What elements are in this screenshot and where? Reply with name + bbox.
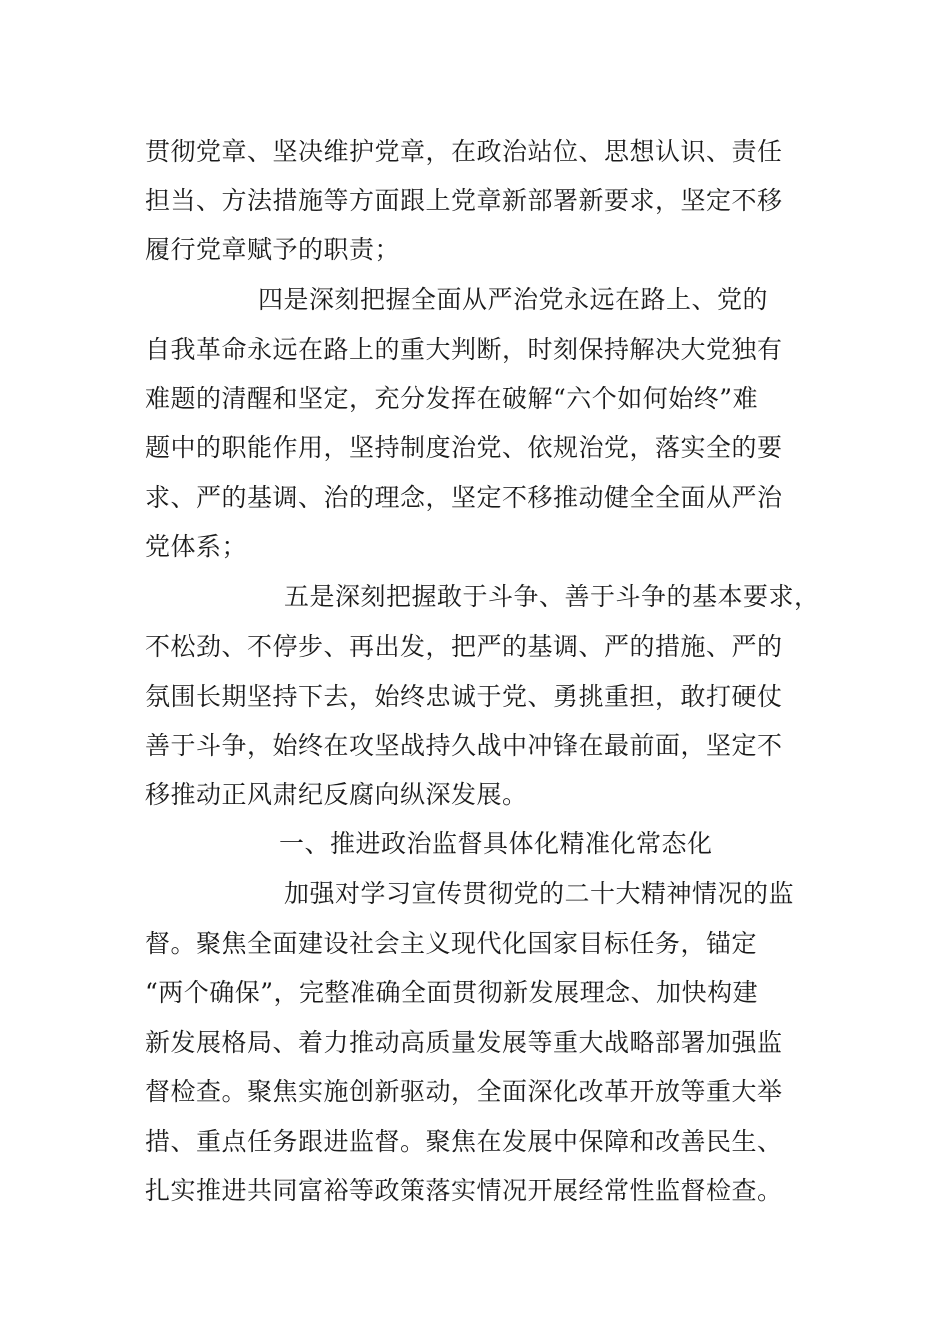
paragraph-line: 加强对学习宣传贯彻党的二十大精神情况的监	[284, 879, 795, 908]
paragraph-line: 措、重点任务跟进监督。聚焦在发展中保障和改善民生、	[145, 1127, 783, 1156]
paragraph-line: 求、严的基调、治的理念，坚定不移推动健全全面从严治	[145, 483, 783, 512]
paragraph-line: 四是深刻把握全面从严治党永远在路上、党的	[258, 285, 769, 314]
paragraph-line: 五是深刻把握敢于斗争、善于斗争的基本要求，	[284, 582, 820, 611]
paragraph-line: 不松劲、不停步、再出发，把严的基调、严的措施、严的	[145, 632, 783, 661]
paragraph-line: 担当、方法措施等方面跟上党章新部署新要求，坚定不移	[145, 186, 783, 215]
paragraph-line: 氛围长期坚持下去，始终忠诚于党、勇挑重担，敢打硬仗	[145, 682, 783, 711]
paragraph-line: 难题的清醒和坚定，充分发挥在破解“六个如何始终”难	[145, 384, 759, 413]
paragraph-line: 履行党章赋予的职责；	[145, 235, 401, 264]
paragraph-line: 题中的职能作用，坚持制度治党、依规治党，落实全的要	[145, 433, 783, 462]
paragraph-line: 督检查。聚焦实施创新驱动，全面深化改革开放等重大举	[145, 1077, 783, 1106]
paragraph-line: 党体系；	[145, 532, 248, 561]
paragraph-line: 督。聚焦全面建设社会主义现代化国家目标任务，锚定	[145, 929, 758, 958]
paragraph-line: 扎实推进共同富裕等政策落实情况开展经常性监督检查。	[145, 1176, 783, 1205]
paragraph-line: 新发展格局、着力推动高质量发展等重大战略部署加强监	[145, 1028, 783, 1057]
paragraph-line: 自我革命永远在路上的重大判断，时刻保持解决大党独有	[145, 335, 783, 364]
paragraph-line: 善于斗争，始终在攻坚战持久战中冲锋在最前面，坚定不	[145, 731, 783, 760]
paragraph-line: 贯彻党章、坚决维护党章，在政治站位、思想认识、责任	[145, 137, 783, 166]
section-heading: 一、推进政治监督具体化精准化常态化	[279, 829, 713, 858]
paragraph-line: 移推动正风肃纪反腐向纵深发展。	[145, 780, 528, 809]
paragraph-line: “两个确保”，完整准确全面贯彻新发展理念、加快构建	[145, 978, 759, 1007]
